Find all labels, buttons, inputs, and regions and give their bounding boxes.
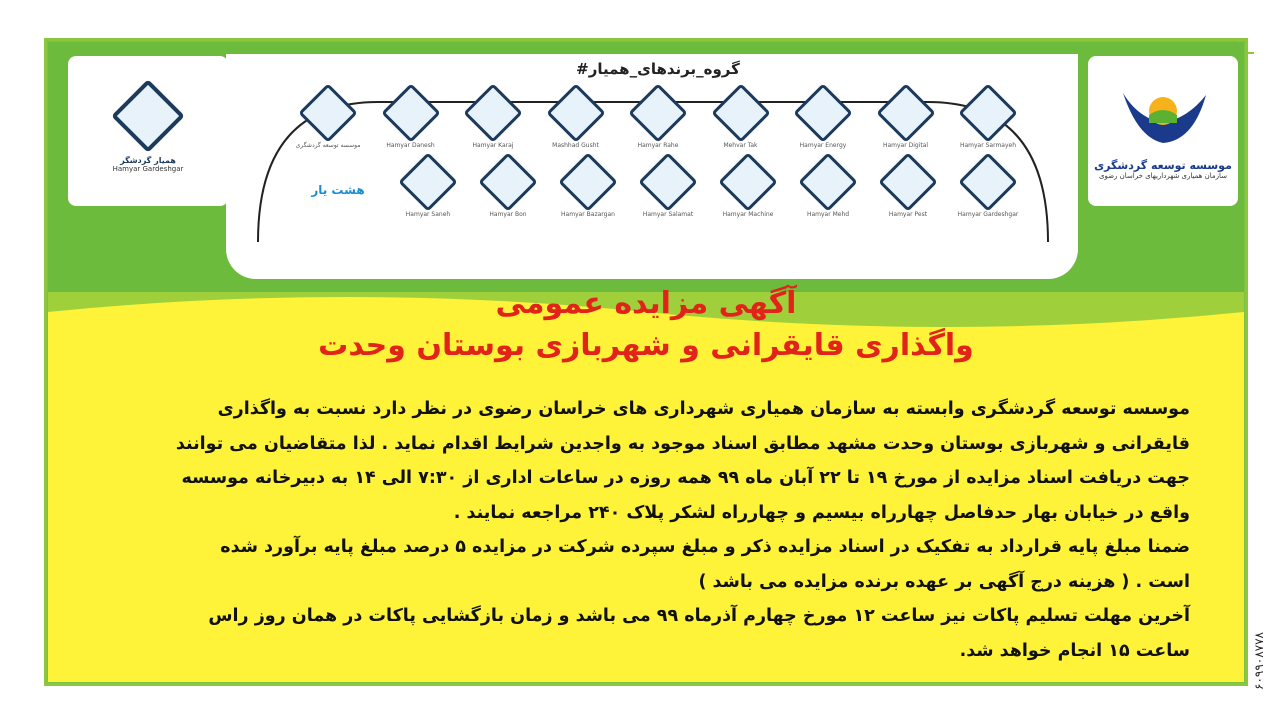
globe-plane-icon (111, 79, 185, 153)
brand-badge-icon (793, 83, 852, 142)
brand-logo-label: Hamyar Gardeshgar (957, 211, 1019, 218)
brand-badge-icon (798, 152, 857, 211)
brand-logo (295, 92, 361, 149)
advertisement (48, 42, 1244, 682)
brand-logo (958, 161, 1018, 218)
brand-badge-icon (958, 83, 1017, 142)
body-line: ضمنا مبلغ پایه قرارداد به تفکیک در اسناد مزایده ذکر و مبلغ سپرده شرکت در مزایده ۵ درصد مبلغ پایه برآورد شده (220, 537, 1190, 557)
body-line: موسسه توسعه گردشگری وابسته به سازمان همیاری شهرداری های خراسان رضوی در نظر دارد نسبت به واگذاری (217, 399, 1190, 419)
brand-logo-label: Hamyar Pest (888, 211, 928, 218)
side-code: ۶۰۹۹۰۸۷۷۸ (1252, 631, 1266, 690)
brand-logo (798, 161, 858, 218)
brand-badge-icon (718, 152, 777, 211)
brand-logo-label: Hamyar Danesh (386, 142, 435, 149)
brand-logo (381, 92, 441, 149)
hasht-yar-label: هشت یار (311, 182, 365, 197)
left-logo-sub: Hamyar Gardeshgar (112, 164, 184, 173)
brand-logo-label: Hamyar Mehd (806, 211, 850, 218)
brand-logo-label: Mehvar Tak (723, 142, 758, 149)
right-logo-label: موسسه توسعه گردشگری (1094, 158, 1232, 172)
brand-logo (628, 92, 688, 149)
body-line: قایقرانی و شهربازی بوستان وحدت مشهد مطابق اسناد موجود به واجدین شرایط اقدام نماید . لذا متقاضیان می توانند (175, 433, 1190, 454)
announcement-subtitle: واگذاری قایقرانی و شهربازی بوستان وحدت (318, 328, 974, 363)
body-line: است . ( هزینه درج آگهی بر عهده برنده مزایده می باشد ) (698, 571, 1190, 592)
brand-logo (878, 161, 938, 218)
brand-badge-icon (958, 152, 1017, 211)
body-line: آخرین مهلت تسلیم پاکات نیز ساعت ۱۲ مورخ چهارم آذرماه ۹۹ می باشد و زمان بازگشایی پاکات در همان روز راس (208, 606, 1190, 626)
brand-logo-label: Hamyar Sarmayeh (959, 142, 1017, 149)
logo-row-2 (298, 161, 1018, 218)
body-line: جهت دریافت اسناد مزایده از مورخ ۱۹ تا ۲۲ آبان ماه ۹۹ همه روزه در ساعات اداری از ۷:۳۰ الی ۱۴ به دبیرخانه موسسه (181, 468, 1190, 488)
brand-logo (638, 161, 698, 218)
brand-badge-icon (638, 152, 697, 211)
brand-badge-icon (398, 152, 457, 211)
brand-badge-icon (711, 83, 770, 142)
brand-logo-label: Hamyar Salamat (642, 211, 694, 218)
brand-logos (295, 92, 1019, 230)
brand-logo (558, 161, 618, 218)
brand-logo-label: Hamyar Digital (882, 142, 929, 149)
announcement-title: آگهی مزایده عمومی (495, 286, 797, 321)
dove-sun-icon (1118, 83, 1208, 153)
brand-badge-icon (628, 83, 687, 142)
brand-logo-label: Hamyar Machine (722, 211, 774, 218)
brand-logo (958, 92, 1018, 149)
logo-row-1 (295, 92, 1018, 149)
brand-logo (478, 161, 538, 218)
brand-badge-icon (381, 83, 440, 142)
hamyar-gardeshgar-logo (68, 56, 228, 206)
right-logo-sub: سازمان همیاری شهرداریهای خراسان رضوی (1098, 171, 1228, 180)
brand-logo-label: Hamyar Rahe (637, 142, 679, 149)
group-hashtag: #گروه_برندهای_همیار (508, 60, 808, 78)
brand-logo (876, 92, 936, 149)
brand-logo-label: Mashhad Gusht (552, 142, 599, 149)
brand-logo-label: Hamyar Energy (799, 142, 847, 149)
brand-logo-label: Hamyar Bazargan (561, 211, 615, 218)
brand-badge-icon (876, 83, 935, 142)
brand-logo (398, 161, 458, 218)
brand-logo (711, 92, 771, 149)
left-logo-label: همیار گردشگر (120, 155, 176, 165)
hasht-yar-logo (298, 161, 378, 218)
brand-logo (546, 92, 606, 149)
brand-badge-icon (546, 83, 605, 142)
body-line: واقع در خیابان بهار حدفاصل چهارراه بیسیم و چهارراه لشکر پلاک ۲۴۰ مراجعه نمایند . (453, 502, 1190, 523)
brand-logo (718, 161, 778, 218)
announcement-body (102, 392, 1190, 668)
brand-badge-icon (298, 83, 357, 142)
brand-badge-icon (463, 83, 522, 142)
brand-logo-label: موسسه توسعه گردشگری (295, 142, 361, 149)
brand-badge-icon (558, 152, 617, 211)
brand-logo-label: Hamyar Karaj (472, 142, 514, 149)
brand-logo-label: Hamyar Saneh (405, 211, 451, 218)
body-line: ساعت ۱۵ انجام خواهد شد. (959, 640, 1190, 661)
brand-logo-label: Hamyar Bon (489, 211, 527, 218)
brand-badge-icon (478, 152, 537, 211)
tourism-institute-logo (1088, 56, 1238, 206)
brand-logo (463, 92, 523, 149)
brand-badge-icon (878, 152, 937, 211)
brand-logo (793, 92, 853, 149)
